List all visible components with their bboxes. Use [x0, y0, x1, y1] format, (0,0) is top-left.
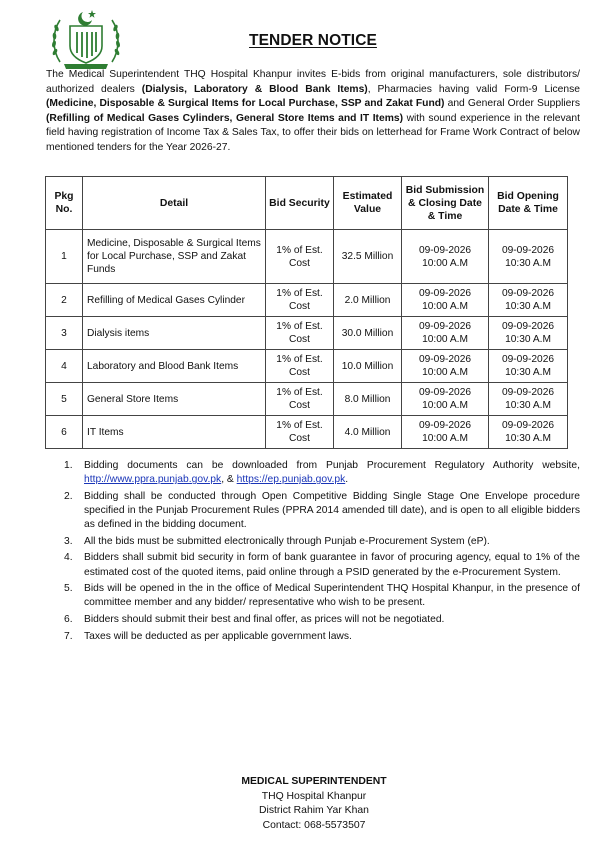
cell-value: 30.0 Million: [334, 317, 402, 350]
cell-opening: 09-09-2026 10:30 A.M: [489, 284, 568, 317]
cell-submission: 09-09-2026 10:00 A.M: [402, 350, 489, 383]
cell-security: 1% of Est. Cost: [266, 350, 334, 383]
cell-security: 1% of Est. Cost: [266, 383, 334, 416]
cell-value: 4.0 Million: [334, 416, 402, 449]
tender-table: [45, 176, 568, 449]
table-row: [46, 416, 568, 449]
signatory-contact: Contact: 068-5573507: [262, 819, 366, 831]
table-row: [46, 317, 568, 350]
cell-submission: 09-09-2026 10:00 A.M: [402, 230, 489, 284]
list-item: 6. Bidders should submit their best and final offer, as prices will not be negotiated.: [64, 613, 445, 625]
cell-value: 32.5 Million: [334, 230, 402, 284]
cell-security: 1% of Est. Cost: [266, 230, 334, 284]
cell-opening: 09-09-2026 10:30 A.M: [489, 383, 568, 416]
eprocurement-website-link[interactable]: https://ep.punjab.gov.pk: [236, 474, 346, 486]
signature-block: [0, 775, 614, 833]
table-row: [46, 284, 568, 317]
conditions-list: [46, 459, 580, 646]
cell-pkg: 4: [46, 350, 83, 383]
intro-text: with sound experience in the relevant field having registration of Income Tax & Sales Tax, to offer their bids on letterhead for Frame Work Contract of below mentioned tenders for the Year 2026-27.: [46, 112, 580, 153]
cell-submission: 09-09-2026 10:00 A.M: [402, 284, 489, 317]
cell-detail: General Store Items: [83, 383, 266, 416]
cell-detail: Medicine, Disposable & Surgical Items for Local Purchase, SSP and Zakat Funds: [83, 230, 266, 284]
table-row: [46, 383, 568, 416]
ppra-website-link[interactable]: http://www.ppra.punjab.gov.pk: [84, 474, 222, 486]
table-header-row: [46, 177, 568, 230]
header-estimated-value: Estimated Value: [334, 177, 402, 230]
table-row: [46, 230, 568, 284]
cell-pkg: 1: [46, 230, 83, 284]
cell-detail: Refilling of Medical Gases Cylinder: [83, 284, 266, 317]
cell-value: 10.0 Million: [334, 350, 402, 383]
intro-bold-dialysis: (Dialysis, Laboratory & Blood Bank Items): [141, 83, 368, 95]
intro-text: The Medical Superintendent THQ Hospital Khanpur invites E-bids from original manufacturers, sole distributors/ authorized dealers: [46, 69, 580, 95]
list-item: 4. Bidders shall submit bid security in form of bank guarantee in favor of procuring agency, equal to 1% of the estimated cost of the quoted items, paid online through a PSID generated by the e-Procurement System.: [64, 552, 580, 578]
list-item: 1. Bidding documents can be downloaded from Punjab Procurement Regulatory Authority website, http://www.ppra.punjab.gov.pk, & https://ep.punjab.gov.pk.: [64, 460, 580, 486]
cell-opening: 09-09-2026 10:30 A.M: [489, 350, 568, 383]
document-title: TENDER NOTICE: [249, 32, 377, 49]
signatory-hospital: THQ Hospital Khanpur: [261, 790, 367, 802]
cell-security: 1% of Est. Cost: [266, 284, 334, 317]
cell-pkg: 3: [46, 317, 83, 350]
table-row: [46, 350, 568, 383]
cell-detail: Laboratory and Blood Bank Items: [83, 350, 266, 383]
list-item: 3. All the bids must be submitted electronically through Punjab e-Procurement System (eP).: [64, 535, 490, 547]
cell-opening: 09-09-2026 10:30 A.M: [489, 317, 568, 350]
header-bid-opening: Bid Opening Date & Time: [489, 177, 568, 230]
cell-submission: 09-09-2026 10:00 A.M: [402, 416, 489, 449]
cell-detail: IT Items: [83, 416, 266, 449]
cell-opening: 09-09-2026 10:30 A.M: [489, 416, 568, 449]
list-item: 2. Bidding shall be conducted through Open Competitive Bidding Single Stage One Envelope procedure specified in the Punjab Procurement Rules (PPRA 2014 amended till date), and is open to all eligible bidders as defined in the bidding document.: [64, 490, 580, 531]
signatory-designation: MEDICAL SUPERINTENDENT: [241, 776, 387, 787]
cell-pkg: 5: [46, 383, 83, 416]
signatory-district: District Rahim Yar Khan: [259, 805, 369, 817]
cell-value: 8.0 Million: [334, 383, 402, 416]
header-detail: Detail: [83, 177, 266, 230]
header-bid-security: Bid Security: [266, 177, 334, 230]
cell-submission: 09-09-2026 10:00 A.M: [402, 383, 489, 416]
cell-submission: 09-09-2026 10:00 A.M: [402, 317, 489, 350]
header-pkg-no: Pkg No.: [46, 177, 83, 230]
intro-bold-medicine: (Medicine, Disposable & Surgical Items for Local Purchase, SSP and Zakat Fund): [46, 98, 445, 110]
cell-security: 1% of Est. Cost: [266, 416, 334, 449]
cell-opening: 09-09-2026 10:30 A.M: [489, 230, 568, 284]
list-item: 7. Taxes will be deducted as per applicable government laws.: [64, 630, 352, 642]
intro-text: and General Order Suppliers: [444, 98, 580, 110]
intro-bold-general-order: (Refilling of Medical Gases Cylinders, General Store Items and IT Items): [46, 112, 404, 124]
intro-text: , Pharmacies having valid Form-9 License: [367, 83, 580, 95]
cell-pkg: 6: [46, 416, 83, 449]
cell-detail: Dialysis items: [83, 317, 266, 350]
intro-paragraph: [46, 68, 580, 156]
list-item: 5. Bids will be opened in the in the office of Medical Superintendent THQ Hospital Khanpur, in the presence of committee member and any bidder/ representative who wish to be present.: [64, 583, 580, 609]
cell-pkg: 2: [46, 284, 83, 317]
cell-security: 1% of Est. Cost: [266, 317, 334, 350]
header-bid-submission: Bid Submission & Closing Date & Time: [402, 177, 489, 230]
cell-value: 2.0 Million: [334, 284, 402, 317]
